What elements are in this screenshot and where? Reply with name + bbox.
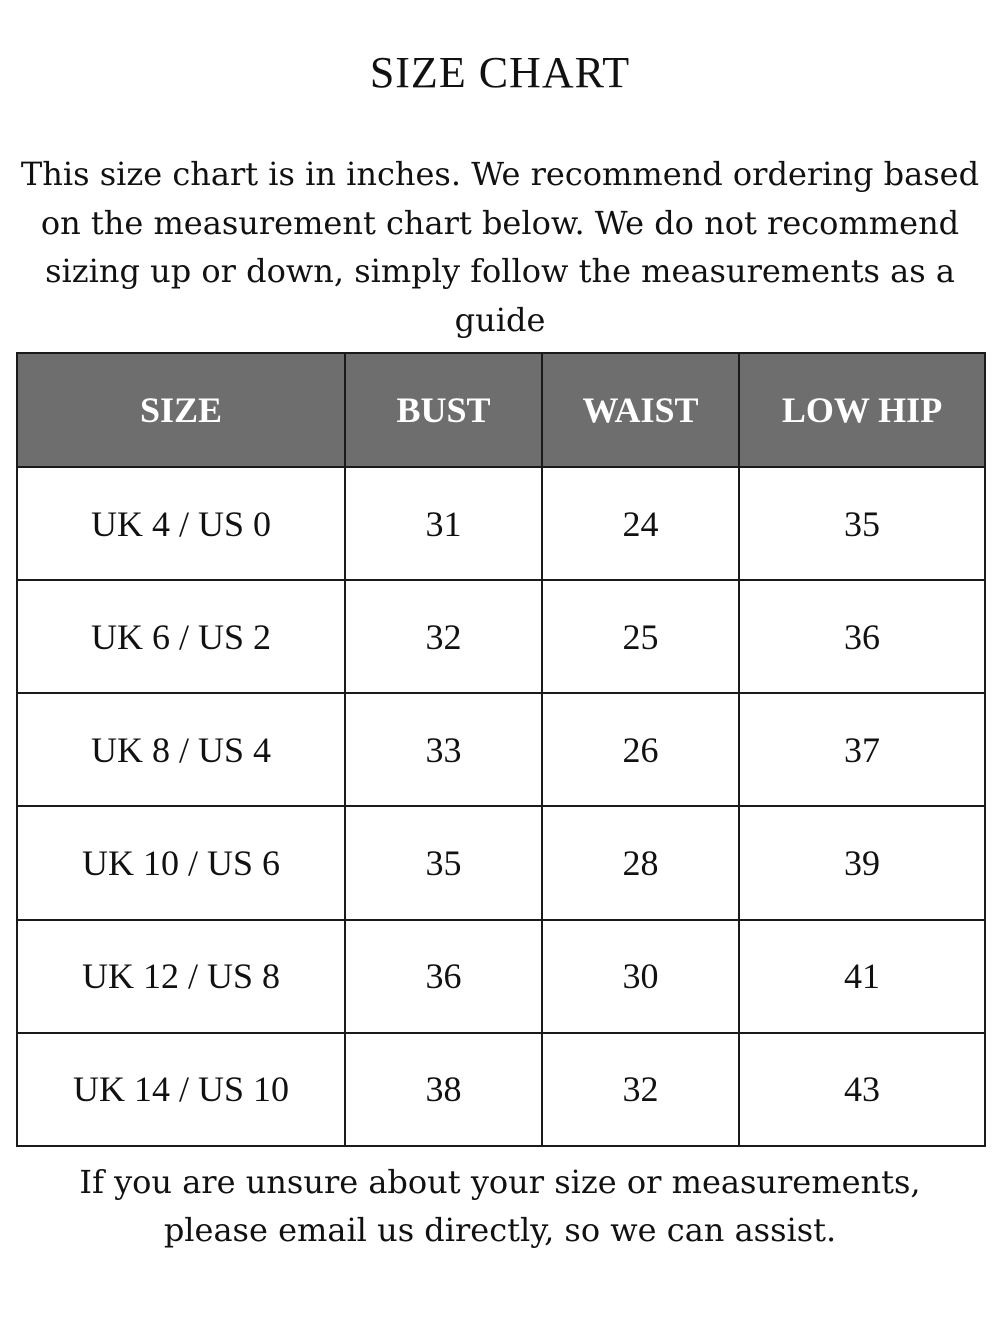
intro-text — [0, 150, 1000, 344]
header-low-hip: LOW HIP — [739, 353, 985, 467]
cell-size: UK 10 / US 6 — [17, 806, 345, 919]
table-row — [17, 693, 985, 806]
cell-waist: 26 — [542, 693, 739, 806]
cell-bust: 38 — [345, 1033, 542, 1146]
table-header-row — [17, 353, 985, 467]
cell-low-hip: 43 — [739, 1033, 985, 1146]
cell-size: UK 6 / US 2 — [17, 580, 345, 693]
intro-line: This size chart is in inches. We recommend ordering based — [20, 155, 980, 193]
cell-size: UK 8 / US 4 — [17, 693, 345, 806]
cell-bust: 36 — [345, 920, 542, 1033]
cell-bust: 33 — [345, 693, 542, 806]
cell-low-hip: 39 — [739, 806, 985, 919]
cell-waist: 30 — [542, 920, 739, 1033]
cell-size: UK 12 / US 8 — [17, 920, 345, 1033]
cell-waist: 24 — [542, 467, 739, 580]
header-bust: BUST — [345, 353, 542, 467]
intro-line: sizing up or down, simply follow the measurements as a — [45, 252, 955, 290]
footer-note — [0, 1158, 1000, 1254]
table-row — [17, 806, 985, 919]
cell-bust: 31 — [345, 467, 542, 580]
table-row — [17, 1033, 985, 1146]
intro-line: on the measurement chart below. We do not recommend — [40, 203, 960, 242]
page-title: SIZE CHART — [369, 48, 631, 97]
footer-line: please email us directly, so we can assist. — [163, 1211, 837, 1249]
cell-bust: 32 — [345, 580, 542, 693]
size-chart-table — [16, 352, 986, 1147]
header-size: SIZE — [17, 353, 345, 467]
cell-low-hip: 35 — [739, 467, 985, 580]
cell-waist: 32 — [542, 1033, 739, 1146]
cell-size: UK 14 / US 10 — [17, 1033, 345, 1146]
cell-low-hip: 36 — [739, 580, 985, 693]
cell-bust: 35 — [345, 806, 542, 919]
table-row — [17, 467, 985, 580]
cell-low-hip: 41 — [739, 920, 985, 1033]
cell-waist: 28 — [542, 806, 739, 919]
footer-line: If you are unsure about your size or measurements, — [79, 1163, 921, 1201]
table-row — [17, 580, 985, 693]
header-waist: WAIST — [542, 353, 739, 467]
cell-low-hip: 37 — [739, 693, 985, 806]
intro-line: guide — [454, 300, 546, 339]
cell-waist: 25 — [542, 580, 739, 693]
table-row — [17, 920, 985, 1033]
cell-size: UK 4 / US 0 — [17, 467, 345, 580]
